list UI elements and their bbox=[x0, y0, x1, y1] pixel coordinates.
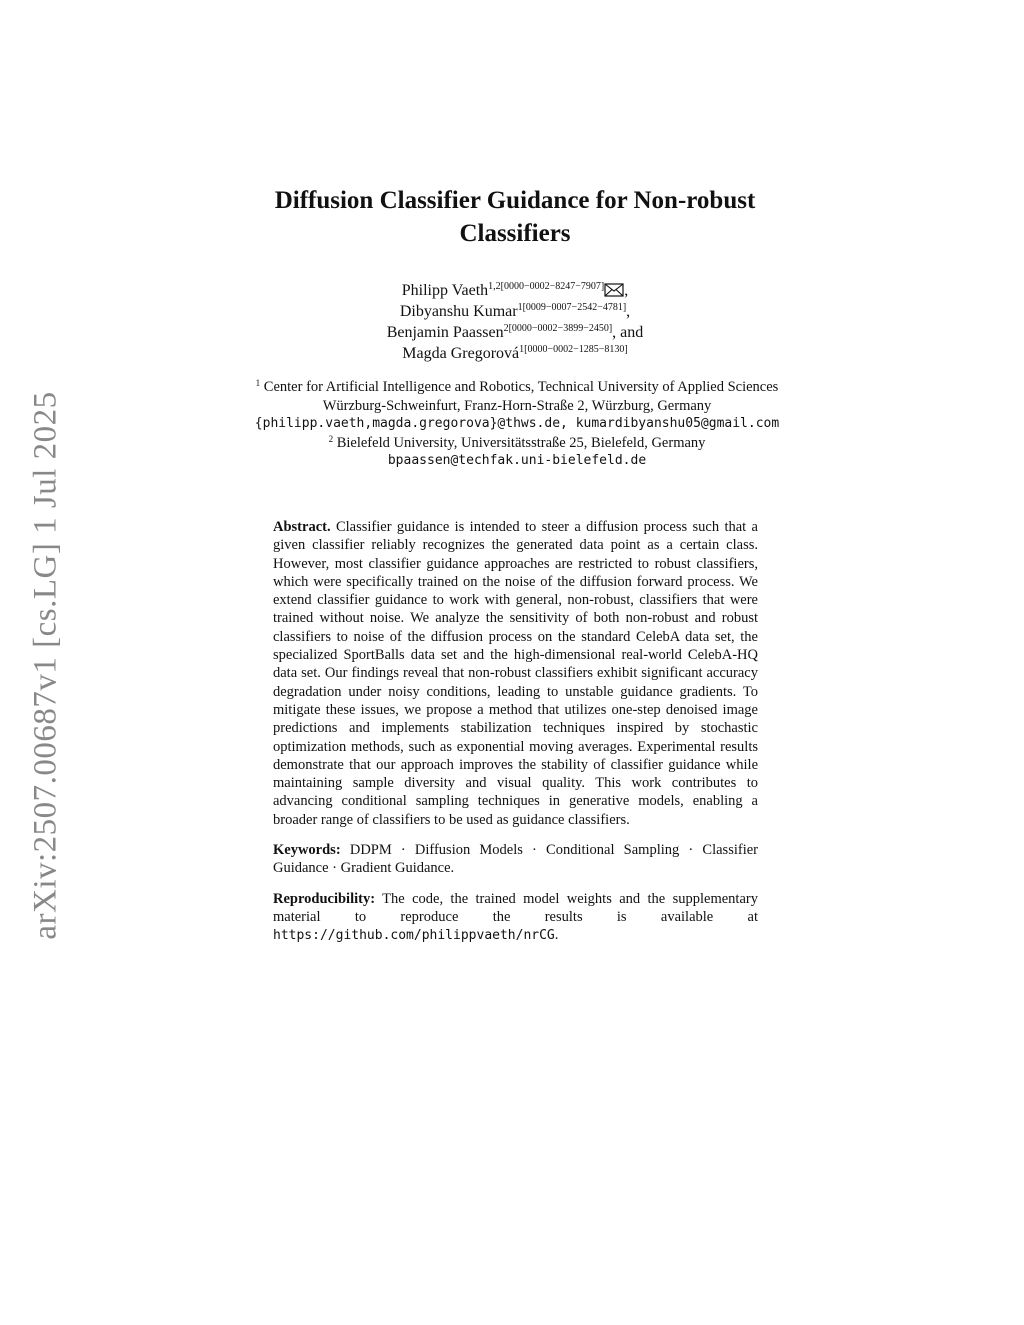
affiliations bbox=[238, 378, 796, 471]
reproducibility-paragraph bbox=[273, 890, 758, 946]
author-suffix: , bbox=[624, 282, 629, 299]
arxiv-id-text: arXiv:2507.00687v1 [cs.LG] 1 Jul 2025 bbox=[27, 390, 64, 940]
abstract-label: Abstract. bbox=[273, 519, 331, 535]
author-suffix: , bbox=[626, 303, 631, 320]
author-name: Dibyanshu Kumar bbox=[399, 303, 518, 320]
keywords-label: Keywords: bbox=[273, 842, 341, 859]
affiliation-marker: 2 bbox=[328, 433, 334, 444]
author-orcid: 1,2[0000−0002−8247−7907] bbox=[488, 281, 605, 292]
paper-title: Diffusion Classifier Guidance for Non-robust Classifiers bbox=[274, 187, 756, 247]
author-name: Philipp Vaeth bbox=[401, 282, 489, 299]
author-line bbox=[230, 301, 800, 322]
affiliation-2 bbox=[238, 434, 796, 453]
code-link[interactable]: https://github.com/philippvaeth/nrCG bbox=[273, 928, 555, 944]
author-line bbox=[230, 280, 800, 301]
abstract-paragraph bbox=[273, 518, 758, 829]
arxiv-side-stamp bbox=[10, 385, 82, 945]
affiliation-1 bbox=[238, 378, 796, 415]
author-line bbox=[230, 322, 800, 343]
author-orcid: 2[0000−0002−3899−2450] bbox=[503, 323, 613, 334]
abstract-text: Classifier guidance is intended to steer a diffusion process such that a given classifier reliably recognizes the generated data point as a certain class. However, most classifier guidance approaches are restricted to robust classifiers, which were specifically trained on the noise of the diffusion forward process. We extend classifier guidance to work with general, non-robust, classifiers that were trained without noise. We analyze the sensitivity of both non-robust and robust classifiers to noise of the diffusion process on the standard CelebA data set, the specialized SportBalls data set and the high-dimensional real-world CelebA-HQ data set. Our findings reveal that non-robust classifiers exhibit significant accuracy degradation under noisy conditions, leading to unstable guidance gradients. To mitigate these issues, we propose a method that utilizes one-step denoised image predictions and implements stabilization techniques inspired by stochastic optimization methods, such as exponential moving averages. Experimental results demonstrate that our approach improves the stability of classifier guidance while maintaining sample diversity and visual quality. This work contributes to advancing conditional sampling techniques in generative models, enabling a broader range of classifiers to be used as guidance classifiers. bbox=[273, 519, 758, 828]
keywords-text: DDPM · Diffusion Models · Conditional Sampling · Classifier Guidance · Gradient Guidance. bbox=[273, 842, 758, 877]
reproducibility-label: Reproducibility: bbox=[273, 890, 376, 907]
author-suffix: , and bbox=[612, 324, 644, 341]
author-name: Magda Gregorová bbox=[402, 345, 520, 362]
reproducibility-end: . bbox=[554, 927, 559, 944]
abstract-section bbox=[273, 518, 758, 958]
affiliation-emails[interactable]: {philipp.vaeth,magda.gregorova}@thws.de, kumardibyanshu05@gmail.com bbox=[254, 416, 780, 431]
author-orcid: 1[0009−0007−2542−4781] bbox=[517, 302, 627, 313]
affiliation-text: Center for Artificial Intelligence and Robotics, Technical University of Applied Sciences Würzburg-Schweinfurt, Franz-Horn-Straße 2, Würzburg, Germany bbox=[263, 379, 779, 414]
author-name: Benjamin Paassen bbox=[386, 324, 504, 341]
affiliation-text: Bielefeld University, Universitätsstraße 25, Bielefeld, Germany bbox=[336, 434, 706, 451]
author-line bbox=[230, 343, 800, 364]
affiliation-marker: 1 bbox=[255, 378, 261, 388]
envelope-icon[interactable] bbox=[604, 282, 624, 296]
keywords-paragraph bbox=[273, 841, 758, 878]
author-orcid: 1[0000−0002−1285−8130] bbox=[519, 344, 628, 355]
reproducibility-text: The code, the trained model weights and the supplementary material to reproduce the results is available at bbox=[273, 890, 758, 925]
author-list bbox=[230, 280, 800, 364]
affiliation-email[interactable]: bpaassen@techfak.uni-bielefeld.de bbox=[387, 453, 647, 468]
